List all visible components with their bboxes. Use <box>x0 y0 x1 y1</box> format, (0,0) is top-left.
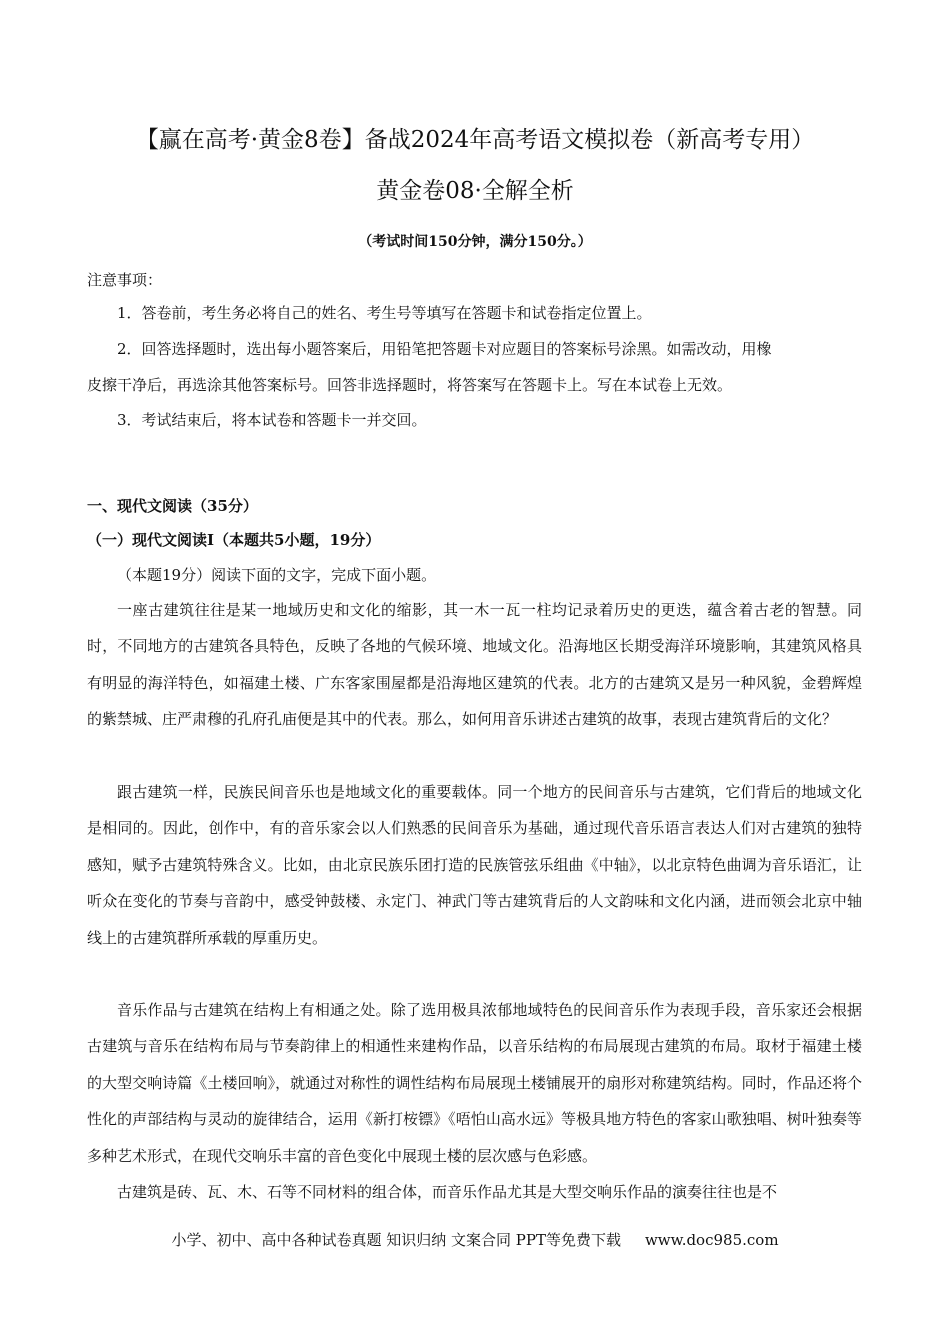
subsection-heading: （一）现代文阅读Ⅰ（本题共5小题，19分） <box>87 531 381 549</box>
note-item-1: 1．答卷前，考生务必将自己的姓名、考生号等填写在答题卡和试卷指定位置上。 <box>117 304 652 322</box>
paragraph-text: 古建筑是砖、瓦、木、石等不同材料的组合体，而音乐作品尤其是大型交响乐作品的演奏往往也是不 <box>117 1183 778 1201</box>
footer-text: 小学、初中、高中各种试卷真题 知识归纳 文案合同 PPT等免费下载 <box>171 1231 621 1249</box>
passage-paragraph-2 <box>87 774 862 956</box>
paragraph-text: 跟古建筑一样，民族民间音乐也是地域文化的重要载体。同一个地方的民间音乐与古建筑，它们背后的地域文化是相同的。因此，创作中，有的音乐家会以人们熟悉的民间音乐为基础，通过现代音乐语言表达人们对古建筑的独特感知，赋予古建筑特殊含义。比如，由北京民族乐团打造的民族管弦乐组曲《中轴》，以北京特色曲调为音乐语汇，让听众在变化的节奏与音韵中，感受钟鼓楼、永定门、神武门等古建筑背后的人文韵味和文化内涵，进而领会北京中轴线上的古建筑群所承载的厚重历史。 <box>87 783 862 947</box>
section-heading: 一、现代文阅读（35分） <box>87 497 258 515</box>
page-footer <box>0 1230 950 1250</box>
passage-paragraph-3 <box>87 992 862 1174</box>
document-subtitle: 黄金卷08·全解全析 <box>376 178 574 204</box>
reading-instruction: （本题19分）阅读下面的文字，完成下面小题。 <box>117 566 437 584</box>
passage-paragraph-4 <box>87 1174 862 1214</box>
note-item-2-line-1: 2．回答选择题时，选出每小题答案后，用铅笔把答题卡对应题目的答案标号涂黑。如需改动，用橡 <box>117 340 772 358</box>
passage-paragraph-1 <box>87 592 862 738</box>
notes-heading: 注意事项： <box>87 271 163 289</box>
exam-info: （考试时间150分钟，满分150分。） <box>358 234 592 250</box>
paragraph-text: 一座古建筑往往是某一地域历史和文化的缩影，其一木一瓦一柱均记录着历史的更迭，蕴含着古老的智慧。同时，不同地方的古建筑各具特色，反映了各地的气候环境、地域文化。沿海地区长期受海洋环境影响，其建筑风格具有明显的海洋特色，如福建土楼、广东客家围屋都是沿海地区建筑的代表。北方的古建筑又是另一种风貌，金碧辉煌的紫禁城、庄严肃穆的孔府孔庙便是其中的代表。那么，如何用音乐讲述古建筑的故事，表现古建筑背后的文化？ <box>87 601 862 729</box>
paragraph-text: 音乐作品与古建筑在结构上有相通之处。除了选用极具浓郁地域特色的民间音乐作为表现手段，音乐家还会根据古建筑与音乐在结构布局与节奏韵律上的相通性来建构作品，以音乐结构的布局展现古建筑的布局。取材于福建土楼的大型交响诗篇《土楼回响》，就通过对称性的调性结构布局展现土楼铺展开的扇形对称建筑结构。同时，作品还将个性化的声部结构与灵动的旋律结合，运用《新打桉镖》《唔怕山高水远》等极具地方特色的客家山歌独唱、树叶独奏等多种艺术形式，在现代交响乐丰富的音色变化中展现土楼的层次感与色彩感。 <box>87 1001 862 1165</box>
document-title: 【赢在高考·黄金8卷】备战2024年高考语文模拟卷（新高考专用） <box>135 127 815 153</box>
note-item-2-line-2: 皮擦干净后，再选涂其他答案标号。回答非选择题时，将答案写在答题卡上。写在本试卷上无效。 <box>87 376 733 394</box>
note-item-3: 3．考试结束后，将本试卷和答题卡一并交回。 <box>117 411 427 429</box>
footer-website-link[interactable]: www.doc985.com <box>644 1231 779 1249</box>
